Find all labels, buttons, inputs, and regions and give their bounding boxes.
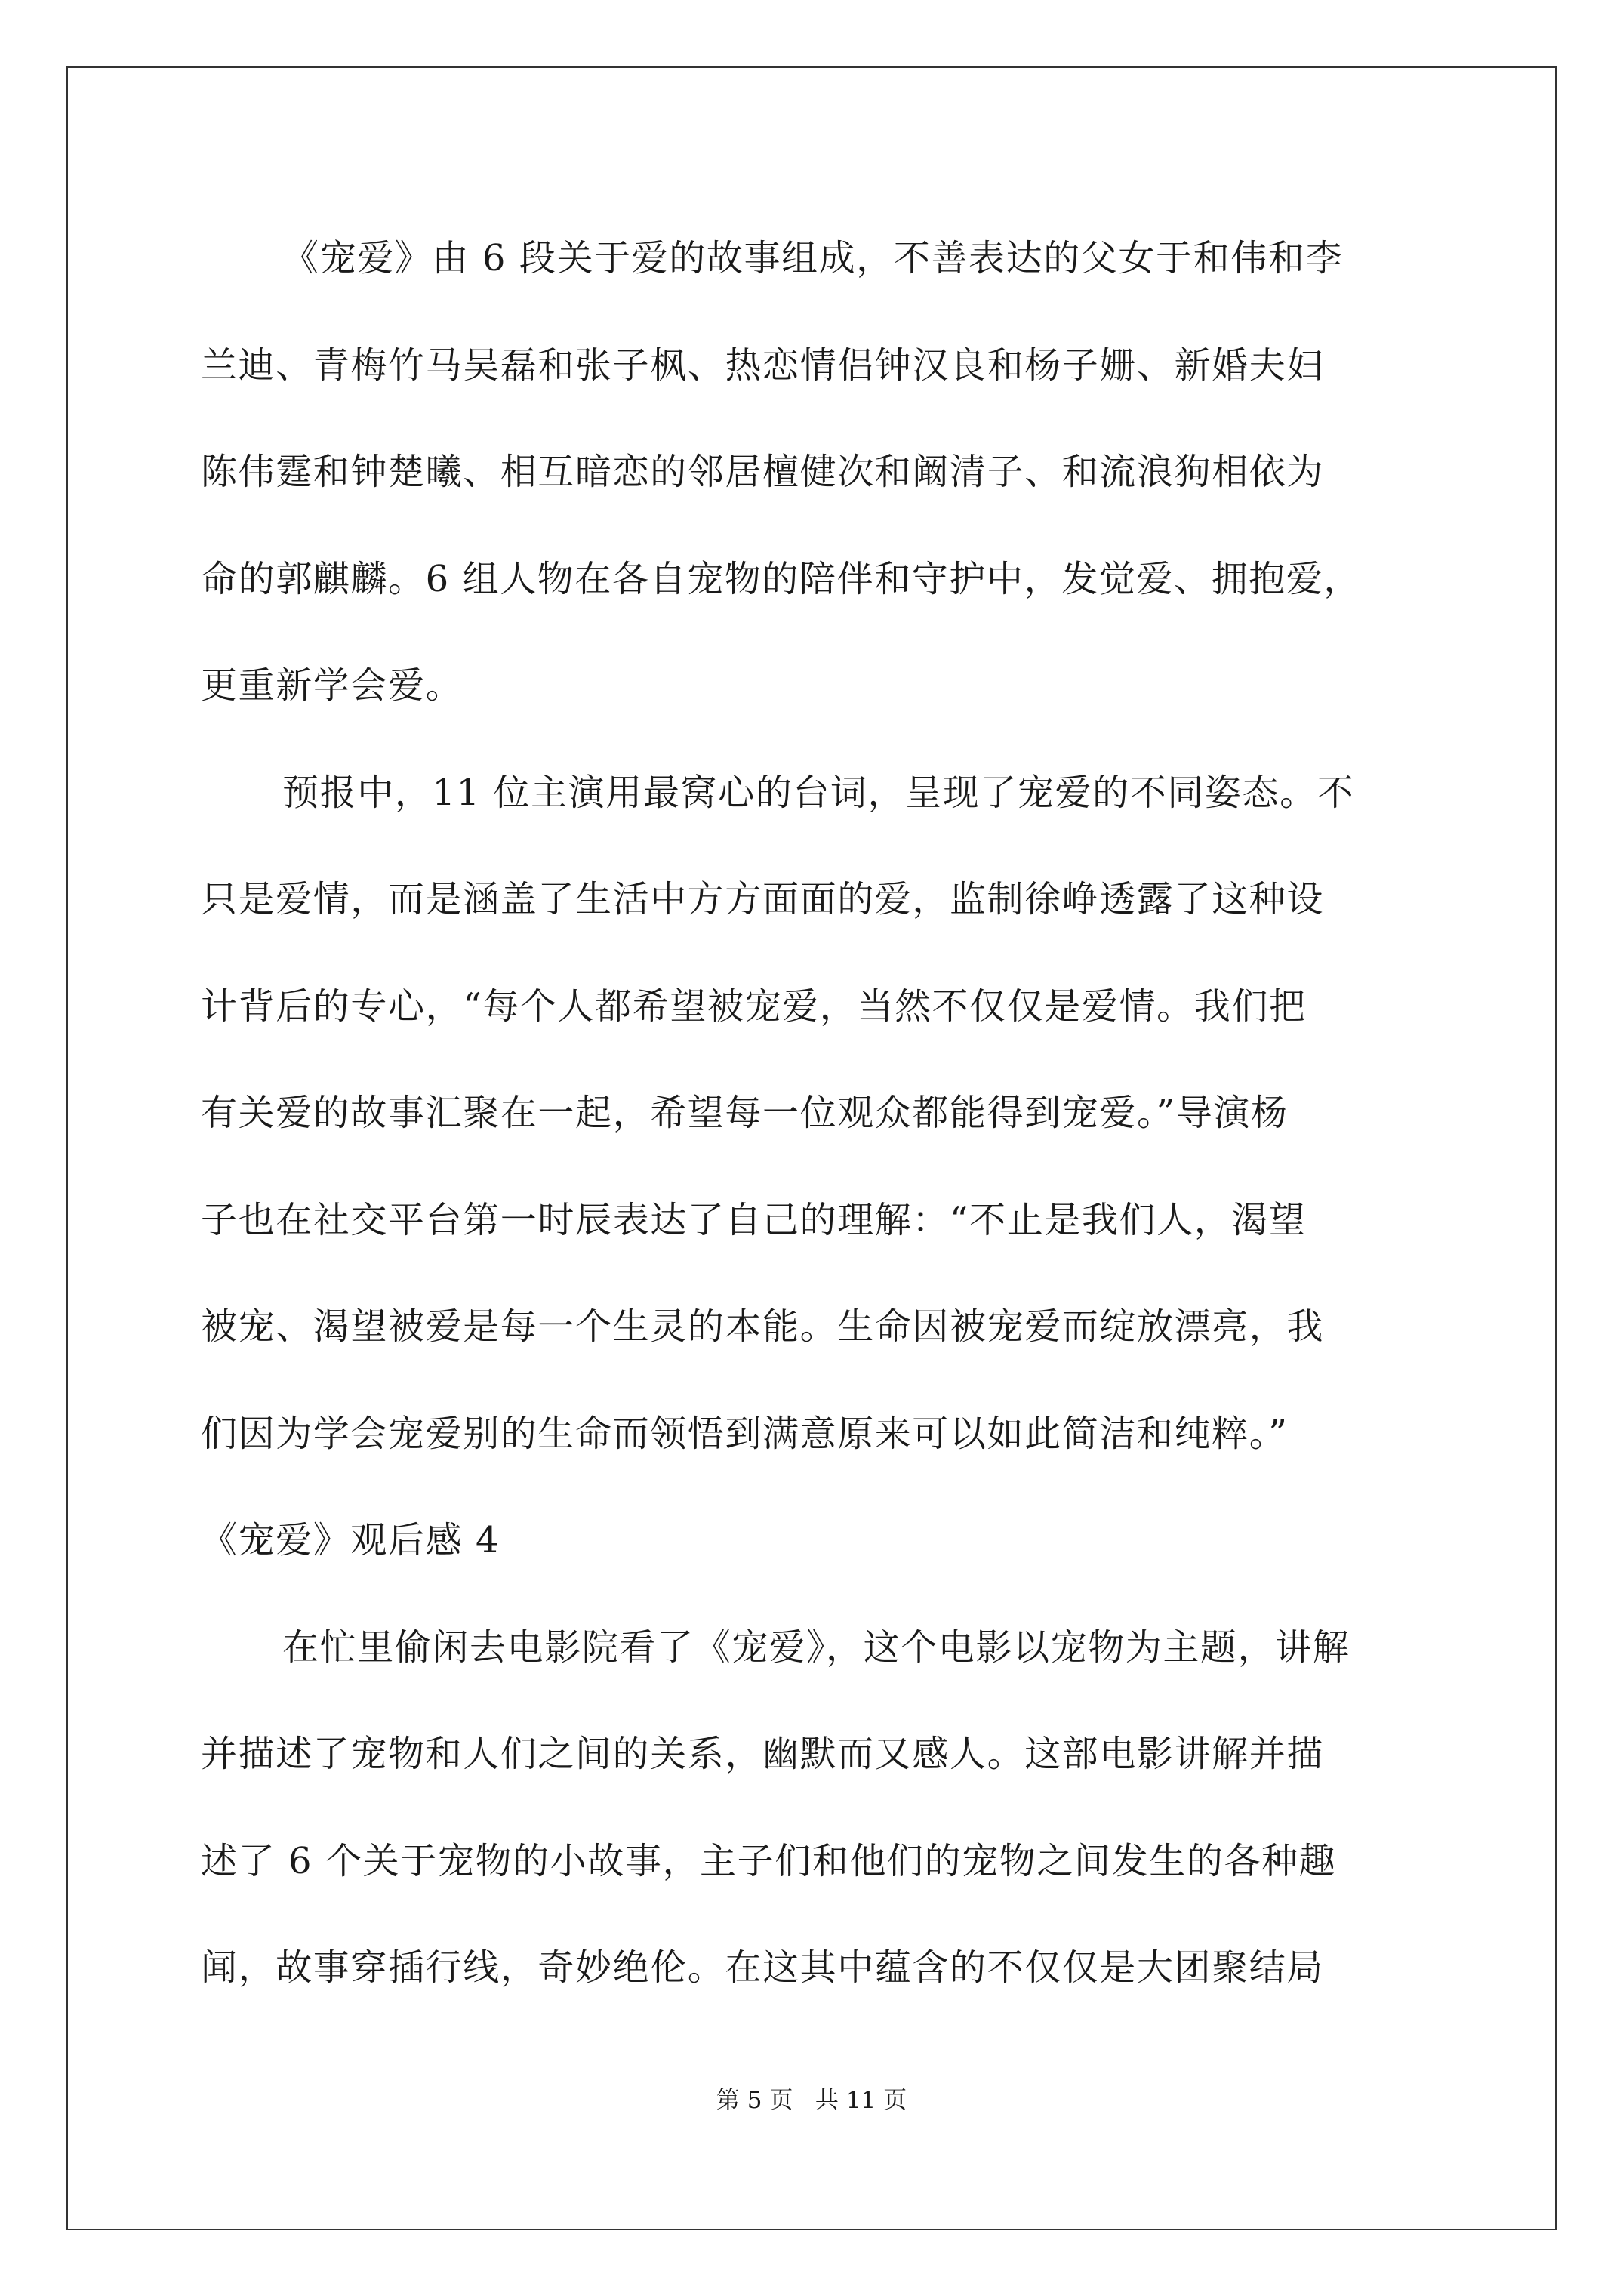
paragraph-2-line-6: 被宠、渴望被爱是每一个生灵的本能。生命因被宠爱而绽放漂亮，我	[201, 1305, 1325, 1348]
page-number-footer: 第 5 页 共 11 页	[716, 2087, 907, 2114]
paragraph-2-line-4: 有关爱的故事汇聚在一起，希望每一位观众都能得到宠爱。”导演杨	[201, 1092, 1289, 1134]
paragraph-1-line-4: 命的郭麒麟。6 组人物在各自宠物的陪伴和守护中，发觉爱、拥抱爱，	[201, 557, 1361, 600]
paragraph-1-line-1: 《宠爱》由 6 段关于爱的故事组成，不善表达的父女于和伟和李	[282, 237, 1344, 279]
paragraph-1-line-3: 陈伟霆和钟楚曦、相互暗恋的邻居檀健次和阚清子、和流浪狗相依为	[201, 451, 1325, 493]
paragraph-1-line-5: 更重新学会爱。	[201, 664, 463, 707]
paragraph-3-line-1: 在忙里偷闲去电影院看了《宠爱》，这个电影以宠物为主题，讲解	[282, 1626, 1350, 1669]
document-body	[201, 205, 1425, 2022]
paragraph-2-line-5: 子也在社交平台第一时辰表达了自己的理解：“不止是我们人，渴望	[201, 1198, 1307, 1241]
paragraph-2-line-3: 计背后的专心，“每个人都希望被宠爱，当然不仅仅是爱情。我们把	[201, 985, 1307, 1028]
paragraph-2-line-2: 只是爱情，而是涵盖了生活中方方面面的爱，监制徐峥透露了这种设	[201, 878, 1325, 920]
section-heading: 《宠爱》观后感 4	[201, 1519, 500, 1561]
paragraph-3-line-3: 述了 6 个关于宠物的小故事，主子们和他们的宠物之间发生的各种趣	[201, 1839, 1337, 1882]
paragraph-2-line-1: 预报中，11 位主演用最窝心的台词，呈现了宠爱的不同姿态。不	[282, 771, 1355, 814]
paragraph-2-line-7: 们因为学会宠爱别的生命而领悟到满意原来可以如此简洁和纯粹。”	[201, 1412, 1289, 1455]
paragraph-3-line-4: 闻，故事穿插行线，奇妙绝伦。在这其中蕴含的不仅仅是大团聚结局	[201, 1946, 1325, 1989]
paragraph-1-line-2: 兰迪、青梅竹马吴磊和张子枫、热恋情侣钟汉良和杨子姗、新婚夫妇	[201, 344, 1325, 387]
paragraph-3-line-2: 并描述了宠物和人们之间的关系，幽默而又感人。这部电影讲解并描	[201, 1733, 1325, 1775]
